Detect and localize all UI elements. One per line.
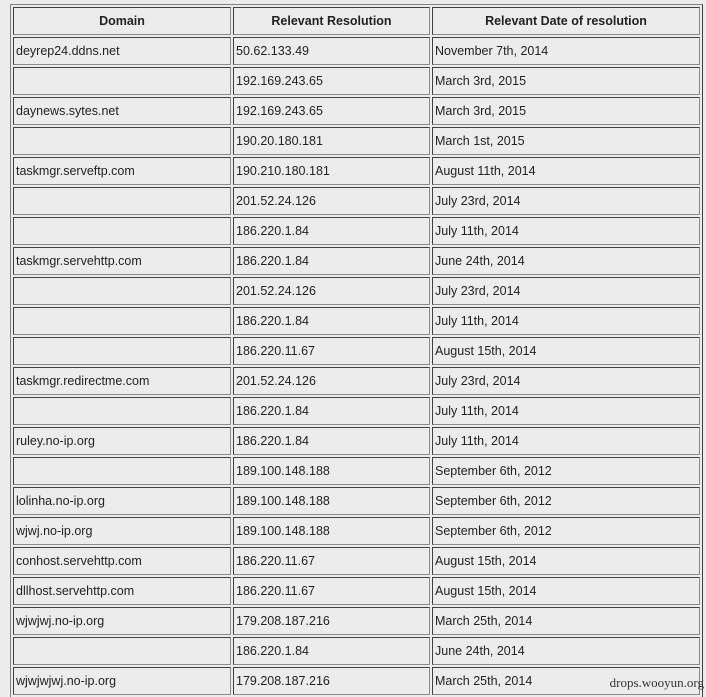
table-row — [13, 157, 700, 185]
table-row — [13, 337, 700, 365]
resolution-cell: 190.20.180.181 — [233, 127, 430, 155]
domain-cell: wjwjwj.no-ip.org — [13, 607, 231, 635]
resolution-cell: 179.208.187.216 — [233, 667, 430, 695]
date-cell: September 6th, 2012 — [432, 487, 700, 515]
resolution-cell: 192.169.243.65 — [233, 97, 430, 125]
table-row — [13, 517, 700, 545]
domain-cell — [13, 187, 231, 215]
date-cell: July 23rd, 2014 — [432, 367, 700, 395]
table-row — [13, 277, 700, 305]
table-row — [13, 67, 700, 95]
resolution-cell: 190.210.180.181 — [233, 157, 430, 185]
table-row — [13, 217, 700, 245]
table-row — [13, 367, 700, 395]
domain-cell — [13, 217, 231, 245]
date-cell: September 6th, 2012 — [432, 517, 700, 545]
table-row — [13, 637, 700, 665]
date-cell: June 24th, 2014 — [432, 637, 700, 665]
table-row — [13, 247, 700, 275]
date-cell: August 15th, 2014 — [432, 547, 700, 575]
resolution-cell: 186.220.11.67 — [233, 547, 430, 575]
resolution-cell: 201.52.24.126 — [233, 277, 430, 305]
resolution-table — [10, 4, 703, 697]
resolution-cell: 186.220.1.84 — [233, 637, 430, 665]
resolution-cell: 179.208.187.216 — [233, 607, 430, 635]
date-cell: September 6th, 2012 — [432, 457, 700, 485]
domain-cell — [13, 637, 231, 665]
domain-cell: lolinha.no-ip.org — [13, 487, 231, 515]
domain-cell — [13, 307, 231, 335]
domain-cell — [13, 127, 231, 155]
resolution-cell: 186.220.1.84 — [233, 397, 430, 425]
date-cell: March 25th, 2014 — [432, 667, 700, 695]
resolution-cell: 186.220.1.84 — [233, 217, 430, 245]
table-row — [13, 97, 700, 125]
table-row — [13, 37, 700, 65]
domain-cell — [13, 397, 231, 425]
date-cell: July 23rd, 2014 — [432, 187, 700, 215]
domain-cell — [13, 457, 231, 485]
domain-cell — [13, 337, 231, 365]
resolution-cell: 186.220.11.67 — [233, 577, 430, 605]
domain-cell: taskmgr.redirectme.com — [13, 367, 231, 395]
domain-cell: conhost.servehttp.com — [13, 547, 231, 575]
domain-cell: daynews.sytes.net — [13, 97, 231, 125]
date-cell: August 15th, 2014 — [432, 577, 700, 605]
resolution-cell: 192.169.243.65 — [233, 67, 430, 95]
resolution-cell: 50.62.133.49 — [233, 37, 430, 65]
date-cell: March 25th, 2014 — [432, 607, 700, 635]
domain-cell — [13, 67, 231, 95]
date-cell: November 7th, 2014 — [432, 37, 700, 65]
domain-cell — [13, 277, 231, 305]
table-row — [13, 187, 700, 215]
resolution-cell: 189.100.148.188 — [233, 517, 430, 545]
date-cell: March 3rd, 2015 — [432, 97, 700, 125]
domain-cell: ruley.no-ip.org — [13, 427, 231, 455]
date-cell: March 3rd, 2015 — [432, 67, 700, 95]
domain-cell: deyrep24.ddns.net — [13, 37, 231, 65]
date-cell: August 15th, 2014 — [432, 337, 700, 365]
domain-cell: taskmgr.servehttp.com — [13, 247, 231, 275]
table-row — [13, 397, 700, 425]
table-row — [13, 427, 700, 455]
header-relevant-date: Relevant Date of resolution — [432, 7, 700, 35]
date-cell: July 11th, 2014 — [432, 427, 700, 455]
header-domain: Domain — [13, 7, 231, 35]
table-row — [13, 547, 700, 575]
resolution-cell: 201.52.24.126 — [233, 367, 430, 395]
resolution-cell: 186.220.1.84 — [233, 427, 430, 455]
table-row — [13, 577, 700, 605]
resolution-cell: 186.220.11.67 — [233, 337, 430, 365]
table-body — [13, 37, 700, 695]
domain-cell: taskmgr.serveftp.com — [13, 157, 231, 185]
table-row — [13, 667, 700, 695]
table-row — [13, 487, 700, 515]
domain-cell: dllhost.servehttp.com — [13, 577, 231, 605]
date-cell: July 11th, 2014 — [432, 397, 700, 425]
date-cell: July 23rd, 2014 — [432, 277, 700, 305]
resolution-cell: 186.220.1.84 — [233, 247, 430, 275]
date-cell: August 11th, 2014 — [432, 157, 700, 185]
domain-cell: wjwjwjwj.no-ip.org — [13, 667, 231, 695]
header-relevant-resolution: Relevant Resolution — [233, 7, 430, 35]
resolution-cell: 189.100.148.188 — [233, 487, 430, 515]
resolution-cell: 201.52.24.126 — [233, 187, 430, 215]
date-cell: June 24th, 2014 — [432, 247, 700, 275]
table-row — [13, 127, 700, 155]
watermark: drops.wooyun.org — [609, 675, 704, 690]
table-row — [13, 607, 700, 635]
resolution-cell: 186.220.1.84 — [233, 307, 430, 335]
table-header-row — [13, 7, 700, 35]
date-cell: July 11th, 2014 — [432, 217, 700, 245]
domain-cell: wjwj.no-ip.org — [13, 517, 231, 545]
resolution-cell: 189.100.148.188 — [233, 457, 430, 485]
date-cell: July 11th, 2014 — [432, 307, 700, 335]
date-cell: March 1st, 2015 — [432, 127, 700, 155]
table-row — [13, 307, 700, 335]
table-row — [13, 457, 700, 485]
